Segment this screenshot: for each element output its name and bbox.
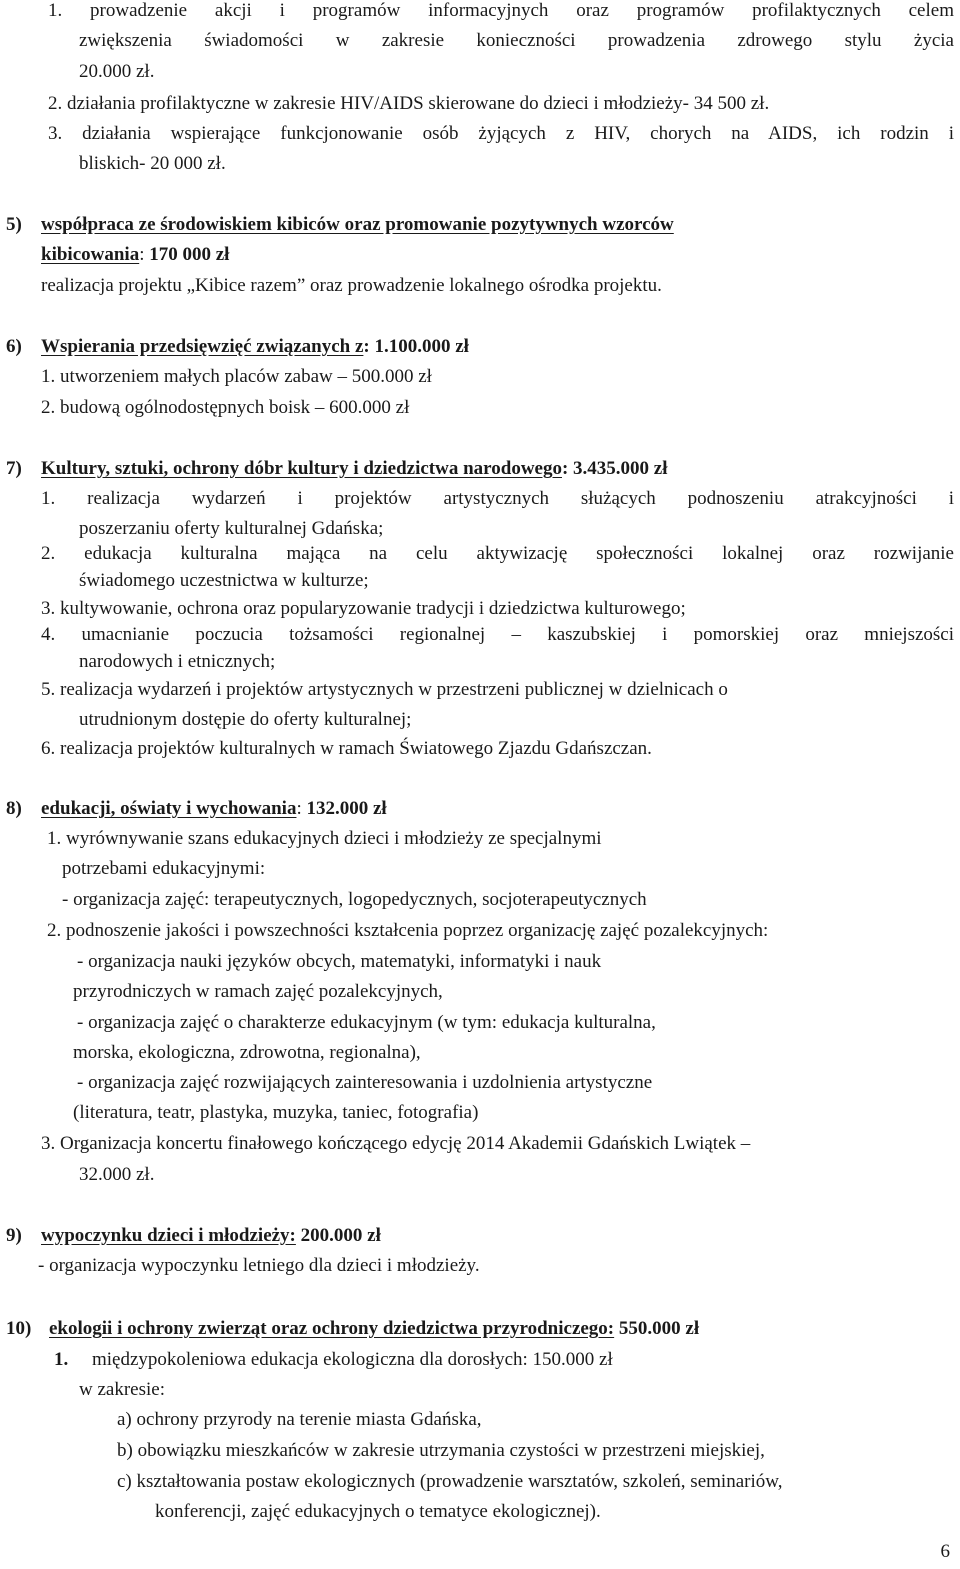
health-item-1-amount: 20.000 zł. <box>79 61 155 82</box>
section-7-item-6: 6. realizacja projektów kulturalnych w ramach Światowego Zjazdu Gdańszczan. <box>41 738 652 759</box>
section-10-heading-line <box>49 1314 699 1344</box>
section-8-item-3-line-1: 3. Organizacja koncertu finałowego kończącego edycję 2014 Akademii Gdańskich Lwiątek – <box>41 1133 751 1154</box>
section-8-colon: : <box>296 798 302 819</box>
section-10-amount: 550.000 zł <box>618 1318 700 1339</box>
section-5-heading-end: kibicowania <box>41 244 140 265</box>
section-9-heading-line <box>41 1221 381 1251</box>
section-6-item-2: 2. budową ogólnodostępnych boisk – 600.000 zł <box>41 397 410 418</box>
section-6-heading-line <box>41 332 469 362</box>
section-8-item-2-bullet-1: - organizacja nauki języków obcych, matematyki, informatyki i nauk <box>77 951 602 972</box>
section-7-heading-line <box>41 454 668 484</box>
section-7-heading: Kultury, sztuki, ochrony dóbr kultury i dziedzictwa narodowego <box>41 458 562 479</box>
section-10-item-1-scope: w zakresie: <box>79 1379 165 1400</box>
section-10-number: 10) <box>6 1318 32 1339</box>
section-8-item-1-line-1: 1. wyrównywanie szans edukacyjnych dzieci i młodzieży ze specjalnymi <box>47 828 602 849</box>
section-7-amount: : 3.435.000 zł <box>561 458 668 479</box>
section-6-number: 6) <box>6 336 22 357</box>
section-7-item-3: 3. kultywowanie, ochrona oraz popularyzowanie tradycji i dziedzictwa kulturowego; <box>41 598 686 619</box>
section-6-item-1: 1. utworzeniem małych placów zabaw – 500.000 zł <box>41 366 432 387</box>
section-6-amount: : 1.100.000 zł <box>363 336 469 357</box>
section-8-item-2-bullet-1-cont: przyrodniczych w ramach zajęć pozalekcyjnych, <box>73 981 443 1002</box>
section-8-item-1-line-2: potrzebami edukacyjnymi: <box>62 858 266 879</box>
section-7-number: 7) <box>6 458 22 479</box>
section-9-number: 9) <box>6 1225 22 1246</box>
health-item-2: 2. działania profilaktyczne w zakresie HIV/AIDS skierowane do dzieci i młodzieży- 34 500 zł. <box>48 93 770 114</box>
section-7-item-2-line-1: 2. edukacja kulturalna mająca na celu aktywizację społeczności lokalnej oraz rozwijanie <box>41 543 954 564</box>
section-10-item-c-line-2: konferencji, zajęć edukacyjnych o tematyce ekologicznej). <box>155 1501 601 1522</box>
section-8-item-3-line-2: 32.000 zł. <box>79 1164 155 1185</box>
section-8-item-2-line-1: 2. podnoszenie jakości i powszechności kształcenia poprzez organizację zajęć pozalekcyjnych: <box>47 920 769 941</box>
section-7-item-5-line-2: utrudnionym dostępie do oferty kulturalnej; <box>79 709 412 730</box>
section-7-item-2-line-2: świadomego uczestnictwa w kulturze; <box>79 570 369 591</box>
section-8-item-2-bullet-2: - organizacja zajęć o charakterze edukacyjnym (w tym: edukacja kulturalna, <box>77 1012 656 1033</box>
page-number: 6 <box>940 1541 950 1562</box>
section-5-heading: współpraca ze środowiskiem kibiców oraz promowanie pozytywnych wzorców <box>41 214 674 235</box>
health-item-1-line-1: 1. prowadzenie akcji i programów informacyjnych oraz programów profilaktycznych celem <box>48 0 954 21</box>
section-7-item-1-line-2: poszerzaniu oferty kulturalnej Gdańska; <box>79 518 384 539</box>
section-8-item-2-bullet-2-cont: morska, ekologiczna, zdrowotna, regionalna), <box>73 1042 421 1063</box>
section-7-item-5-line-1: 5. realizacja wydarzeń i projektów artystycznych w przestrzeni publicznej w dzielnicach o <box>41 679 728 700</box>
section-5-description: realizacja projektu „Kibice razem” oraz prowadzenie lokalnego ośrodka projektu. <box>41 275 662 296</box>
section-10-item-1-number: 1. <box>54 1349 69 1370</box>
section-9-amount: 200.000 zł <box>300 1225 381 1246</box>
section-8-item-2-bullet-3-cont: (literatura, teatr, plastyka, muzyka, taniec, fotografia) <box>73 1102 479 1123</box>
health-item-3-line-1: 3. działania wspierające funkcjonowanie osób żyjących z HIV, chorych na AIDS, ich rodzin i <box>48 123 954 144</box>
section-8-amount: 132.000 zł <box>306 798 387 819</box>
section-9-description: - organizacja wypoczynku letniego dla dzieci i młodzieży. <box>38 1255 480 1276</box>
section-8-item-1-bullet: - organizacja zajęć: terapeutycznych, logopedycznych, socjoterapeutycznych <box>62 889 647 910</box>
section-8-heading-line <box>41 794 387 824</box>
section-10-item-a: a) ochrony przyrody na terenie miasta Gdańska, <box>117 1409 482 1430</box>
section-9-heading: wypoczynku dzieci i młodzieży: <box>41 1225 296 1246</box>
section-8-item-2-bullet-3: - organizacja zajęć rozwijających zainteresowania i uzdolnienia artystyczne <box>77 1072 653 1093</box>
health-item-3-line-2: bliskich- 20 000 zł. <box>79 153 226 174</box>
section-7-item-1-line-1: 1. realizacja wydarzeń i projektów artystycznych służących podnoszeniu atrakcyjności i <box>41 488 954 509</box>
health-item-1-line-2: zwiększenia świadomości w zakresie konieczności prowadzenia zdrowego stylu życia <box>79 30 954 51</box>
section-10-item-b: b) obowiązku mieszkańców w zakresie utrzymania czystości w przestrzeni miejskiej, <box>117 1440 765 1461</box>
section-7-item-4-line-1: 4. umacnianie poczucia tożsamości regionalnej – kaszubskiej i pomorskiej oraz mniejszości <box>41 624 954 645</box>
section-10-heading: ekologii i ochrony zwierząt oraz ochrony dziedzictwa przyrodniczego: <box>49 1318 615 1339</box>
section-8-number: 8) <box>6 798 22 819</box>
section-5-colon: : <box>139 244 145 265</box>
section-10-item-1-text: międzypokoleniowa edukacja ekologiczna dla dorosłych: 150.000 zł <box>92 1349 613 1370</box>
section-5-number: 5) <box>6 214 22 235</box>
section-6-heading: Wspierania przedsięwzięć związanych z <box>41 336 364 357</box>
section-5-heading-line-2 <box>41 240 229 270</box>
section-10-item-c-line-1: c) kształtowania postaw ekologicznych (prowadzenie warsztatów, szkoleń, seminariów, <box>117 1471 783 1492</box>
section-8-heading: edukacji, oświaty i wychowania <box>41 798 297 819</box>
section-7-item-4-line-2: narodowych i etnicznych; <box>79 651 276 672</box>
section-5-amount: 170 000 zł <box>149 244 230 265</box>
